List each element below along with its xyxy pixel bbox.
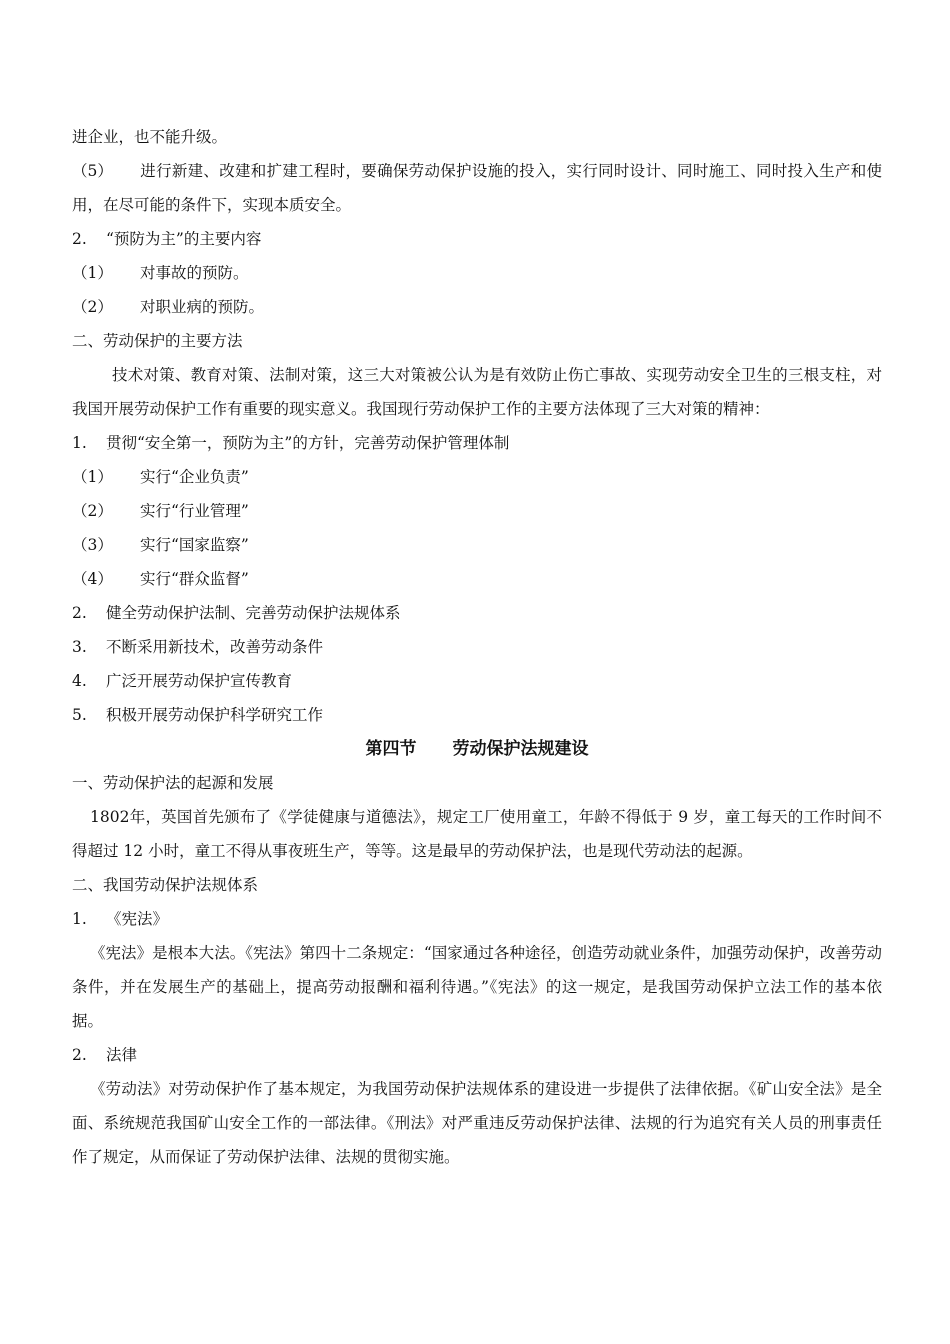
list-item xyxy=(72,664,882,698)
list-number: 1. xyxy=(72,910,87,928)
constitution-heading xyxy=(72,902,882,936)
section-label: 第四节 xyxy=(365,739,417,759)
document-page xyxy=(72,120,882,1174)
subheading-text: “预防为主”的主要内容 xyxy=(106,230,262,248)
law-paragraph: 《劳动法》对劳动保护作了基本规定，为我国劳动保护法规体系的建设进一步提供了法律依据。《矿山安全法》是全面、系统规范我国矿山安全工作的一部法律。《刑法》对严重违反劳动保护法律、法规的行为追究有关人员的刑事责任作了规定，从而保证了劳动保护法律、法规的贯彻实施。 xyxy=(72,1080,882,1166)
list-number: 1. xyxy=(72,434,87,452)
subheading-prevention xyxy=(72,222,882,256)
methods-paragraph: 技术对策、教育对策、法制对策，这三大对策被公认为是有效防止伤亡事故、实现劳动安全卫生的三根支柱，对我国开展劳动保护工作有重要的现实意义。我国现行劳动保护工作的主要方法体现了三大对策的精神： xyxy=(72,366,882,418)
section-title xyxy=(72,732,882,766)
list-number: 2. xyxy=(72,1046,87,1064)
list-number: （1） xyxy=(72,264,113,282)
heading-legal-system: 二、我国劳动保护法规体系 xyxy=(72,876,259,894)
list-number: （3） xyxy=(72,536,113,554)
list-item xyxy=(72,698,882,732)
heading-origin: 一、劳动保护法的起源和发展 xyxy=(72,774,274,792)
list-text: 贯彻“安全第一，预防为主”的方针，完善劳动保护管理体制 xyxy=(106,434,510,452)
list-text: 《宪法》 xyxy=(106,910,169,928)
origin-paragraph: 1802年，英国首先颁布了《学徒健康与道德法》，规定工厂使用童工，年龄不得低于 9 岁，童工每天的工作时间不得超过 12 小时，童工不得从事夜班生产，等等。这是最早的劳动保护法，也是现代劳动法的起源。 xyxy=(72,808,882,860)
list-item-5 xyxy=(72,154,882,222)
list-item xyxy=(72,596,882,630)
list-text: 进行新建、改建和扩建工程时，要确保劳动保护设施的投入，实行同时设计、同时施工、同时投入生产和使用，在尽可能的条件下，实现本质安全。 xyxy=(72,162,882,214)
list-item xyxy=(72,460,882,494)
list-item xyxy=(72,256,882,290)
section-title-text: 劳动保护法规建设 xyxy=(452,739,589,759)
list-number: 3. xyxy=(72,638,87,656)
list-item xyxy=(72,528,882,562)
list-text: 实行“国家监察” xyxy=(140,536,249,554)
list-text: 健全劳动保护法制、完善劳动保护法规体系 xyxy=(106,604,401,622)
law-heading xyxy=(72,1038,882,1072)
list-number: （1） xyxy=(72,468,113,486)
method-1-heading xyxy=(72,426,882,460)
list-text: 实行“行业管理” xyxy=(140,502,249,520)
list-number: 5. xyxy=(72,706,87,724)
list-text: 对职业病的预防。 xyxy=(140,298,265,316)
list-text: 对事故的预防。 xyxy=(140,264,249,282)
list-item xyxy=(72,562,882,596)
list-text: 广泛开展劳动保护宣传教育 xyxy=(106,672,293,690)
list-text: 实行“企业负责” xyxy=(140,468,249,486)
list-number: 2. xyxy=(72,604,87,622)
list-item xyxy=(72,290,882,324)
list-text: 积极开展劳动保护科学研究工作 xyxy=(106,706,324,724)
list-number: （2） xyxy=(72,298,113,316)
list-text: 法律 xyxy=(106,1046,138,1064)
constitution-paragraph: 《宪法》是根本大法。《宪法》第四十二条规定：“国家通过各种途径，创造劳动就业条件，加强劳动保护，改善劳动条件，并在发展生产的基础上，提高劳动报酬和福利待遇。”《宪法》的这一规定，是我国劳动保护立法工作的基本依据。 xyxy=(72,944,882,1030)
list-number: （4） xyxy=(72,570,113,588)
list-item xyxy=(72,494,882,528)
list-number: 2. xyxy=(72,230,87,248)
list-number: （5） xyxy=(72,162,113,180)
list-number: 4. xyxy=(72,672,87,690)
list-text: 实行“群众监督” xyxy=(140,570,249,588)
list-number: （2） xyxy=(72,502,113,520)
list-item xyxy=(72,630,882,664)
list-text: 不断采用新技术，改善劳动条件 xyxy=(106,638,324,656)
heading-main-methods: 二、劳动保护的主要方法 xyxy=(72,332,243,350)
paragraph-continuation: 进企业，也不能升级。 xyxy=(72,128,228,146)
